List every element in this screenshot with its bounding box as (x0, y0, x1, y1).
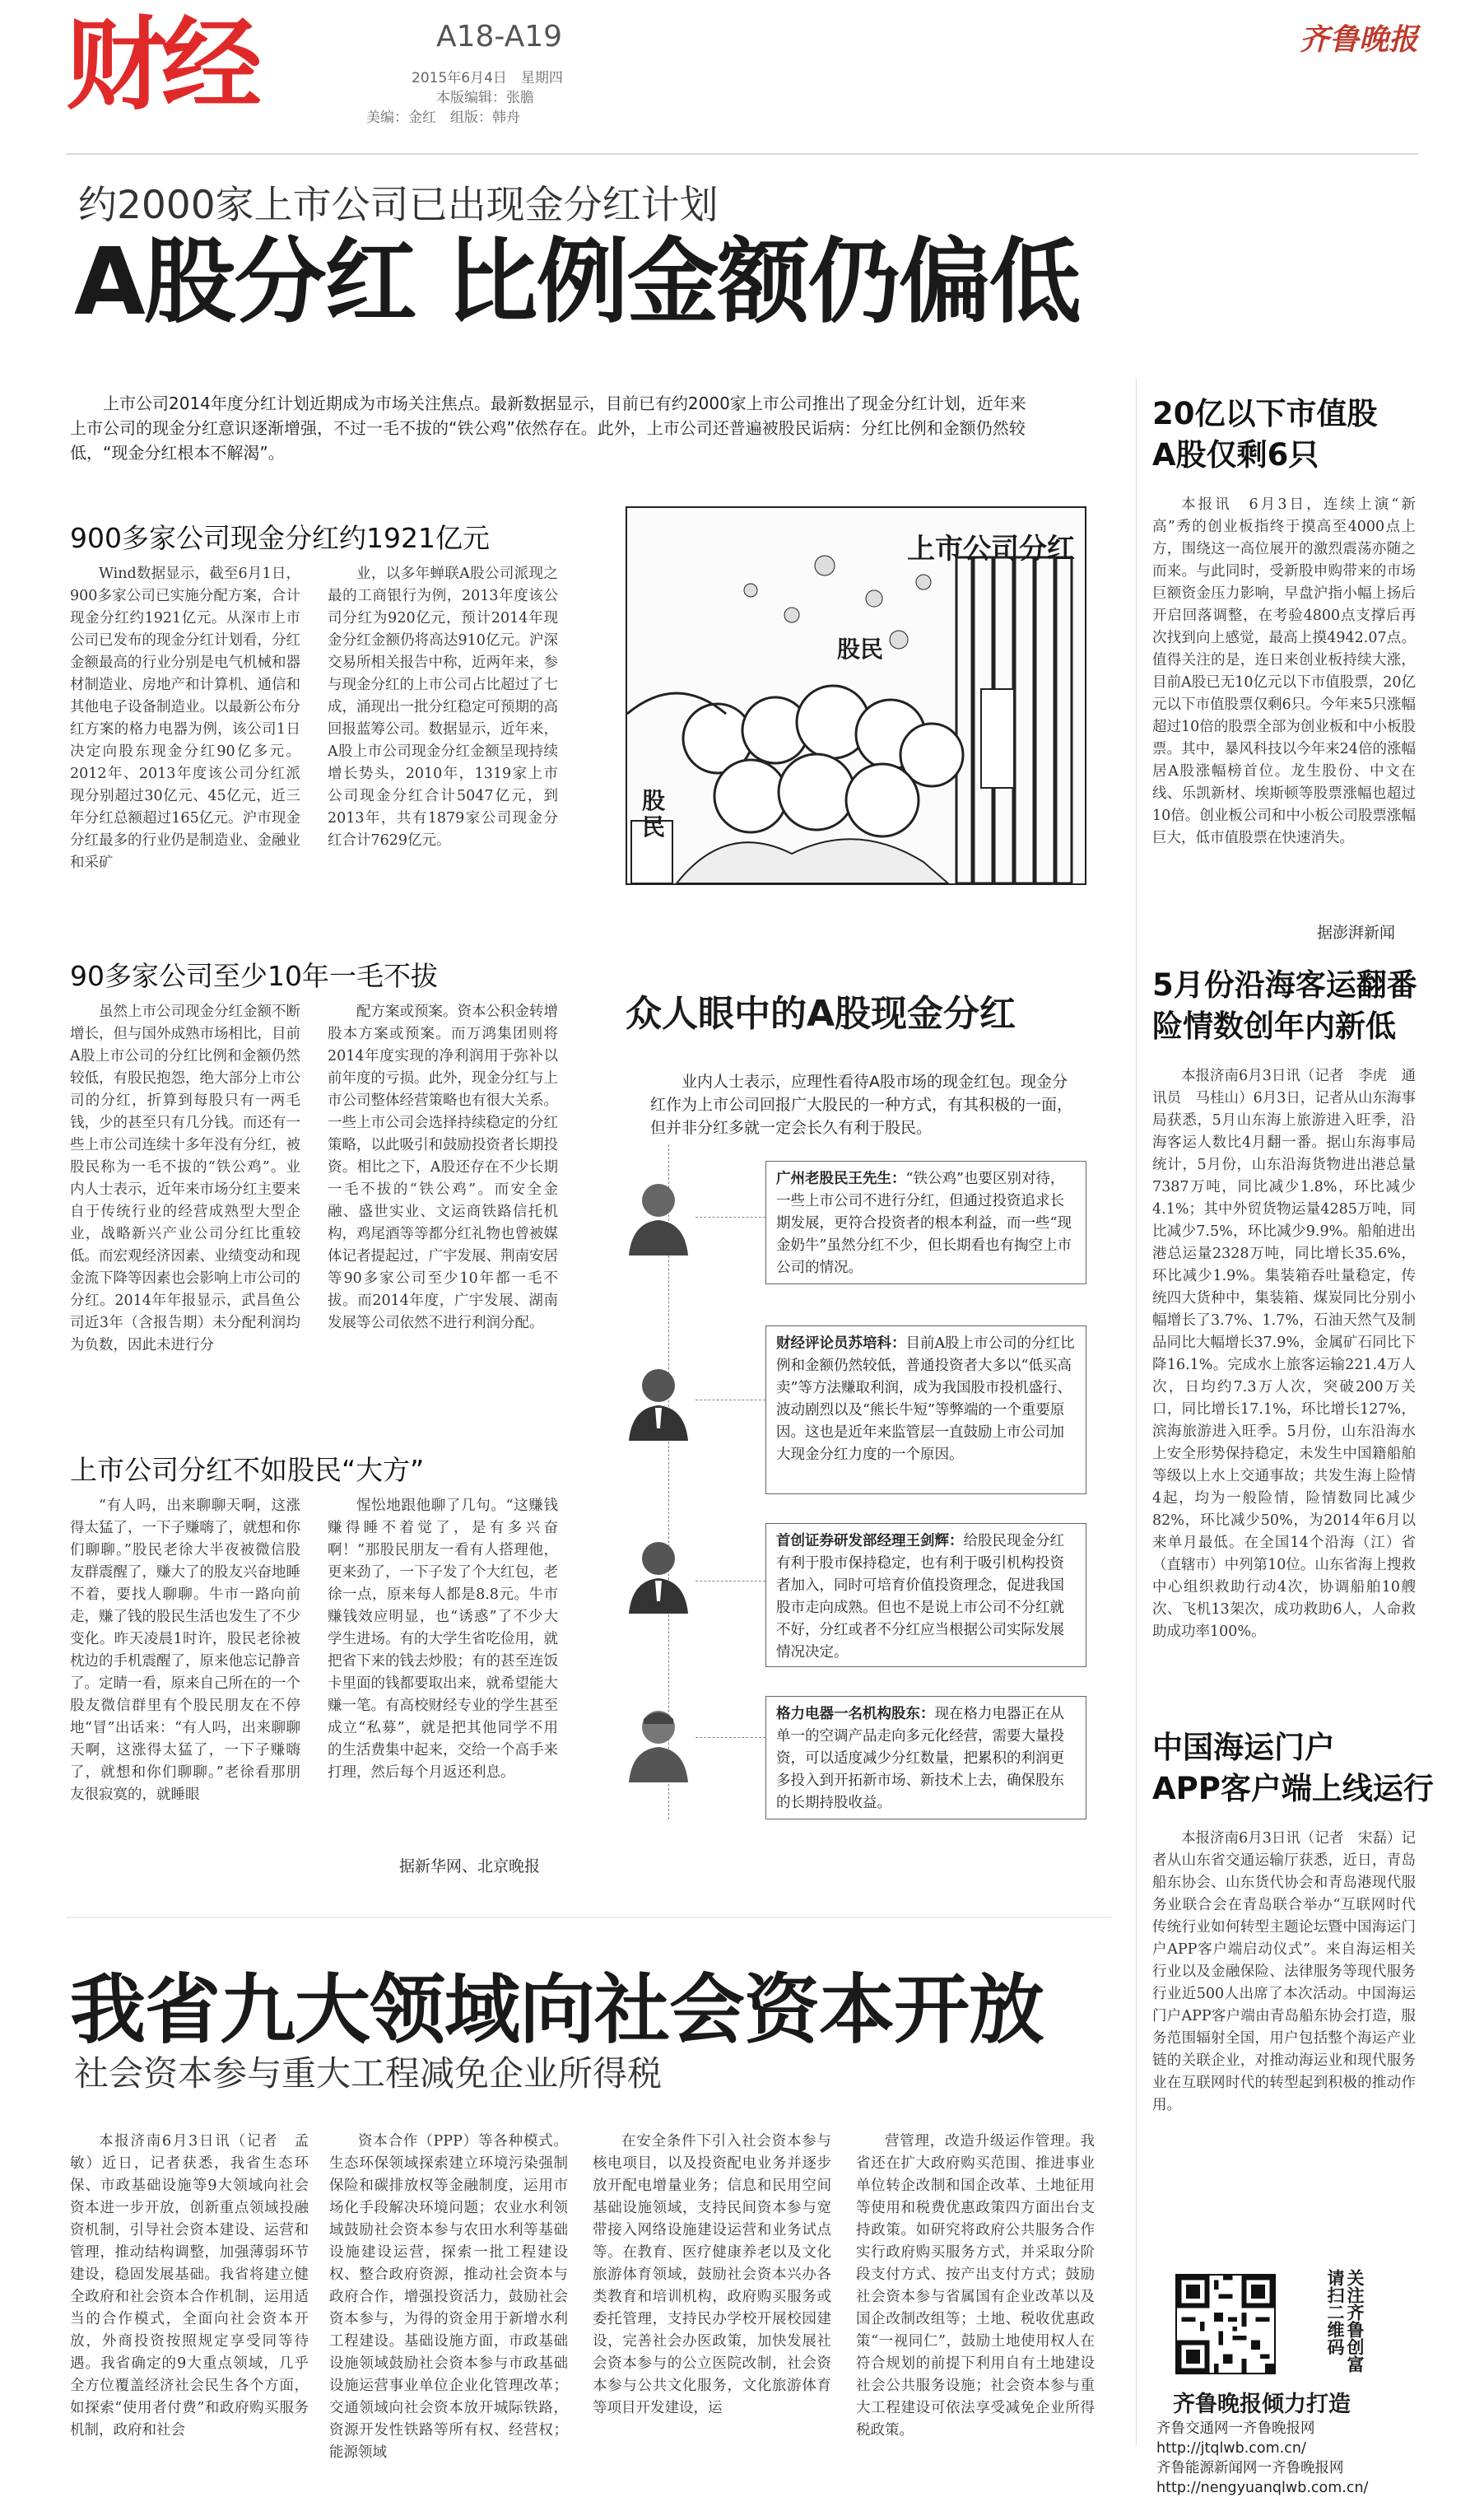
promo-url-1: http://jtqlwb.com.cn/ (1156, 2440, 1306, 2457)
cartoon-label-left: 股民 (642, 787, 666, 841)
section-1-col-2: 业，以多年蝉联A股公司派现之最的工商银行为例，2013年度该公司分红为920亿元，预计2014年现金分红金额仍将高达910亿元。沪深交易所相关报告中称，近两年来，参与现金分红的上市公司占比超过了七成，涌现出一批分红稳定可预期的高回报蓝筹公司。数据显示，近年来，A股上市公司现金分红金额呈现持续增长势头，2010年，1319家上市公司现金分红合计5047亿元，到2013年，共有1879家公司现金分红合计7629亿元。 (328, 566, 558, 849)
right-column-divider (1136, 379, 1137, 2445)
brief-2-title-line1: 5月份沿海客运翻番 (1152, 967, 1417, 1003)
person-avatar-icon (626, 1704, 691, 1782)
section-title: 财经 (66, 7, 257, 123)
quote-2-speaker: 财经评论员苏培科： (776, 1335, 906, 1352)
quote-3 (765, 1523, 1086, 1667)
quote-4-text: 现在格力电器正在从单一的空调产品走向多元化经营，需要大量投资，可以适度减少分红数量，把累积的利润更多投入到开拓新市场、新技术上去，确保股东的长期持股收益。 (776, 1706, 1064, 1811)
quote-connector (695, 1581, 765, 1582)
section-2-col-2: 配方案或预案。资本公积金转增股本方案或预案。而万鸿集团则将2014年度实现的净利润用于弥补以前年度的亏损。此外，现金分红与上市公司整体经营策略也有很大关系。一些上市公司会选择持续稳定的分红策略，以此吸引和鼓励投资者长期投资。相比之下，A股还存在不少长期一毛不拔的“铁公鸡”。而安全金融、盛世实业、文运商铁路信托机构，鸡尾酒等等都分红礼物也曾被媒体记者提起过，广宇发展、荆南安居等90多家公司至少10年都一毛不拔。而2014年度，广宇发展、湖南发展等公司依然不进行利润分配。 (328, 1004, 558, 1331)
header-divider (66, 153, 1418, 155)
qr-caption: 关注齐鲁创富 请扫二维码 (1325, 2269, 1365, 2373)
opinions-intro: 业内人士表示，应理性看待A股市场的现金红包。现金分红作为上市公司回报广大股民的一种方式，有其积极的一面，但并非分红多就一定会长久有利于股民。 (650, 1073, 1073, 1137)
brief-1-title-line1: 20亿以下市值股 (1152, 396, 1378, 431)
promo-site-1: 齐鲁交通网一齐鲁晚报网 (1156, 2420, 1315, 2437)
quote-3-text: 给股民现金分红有利于股市保持稳定，也有利于吸引机构投资者加入，同时可培育价值投资理念，促进我国股市走向成熟。但也不是说上市公司不分红就不好，分红或者不分红应当根据公司实际发展情况决定。 (776, 1533, 1064, 1661)
section-3-col-2: 惺忪地跟他聊了几句。“这赚钱赚得睡不着觉了，是有多兴奋啊！”那股民朋友一看有人搭理他，更来劲了，一下子发了个大红包，老徐一点，原来每人都是8.8元。牛市赚钱效应明显，也“诱惑”了不少大学生进场。有的大学生省吃俭用，就把省下来的钱去炒股；有的甚至连饭卡里面的钱都要取出来，就希望能大赚一笔。有高校财经专业的学生甚至成立“私募”，就是把其他同学不用的生活费集中起来，交给一个高手来打理，然后每个月返还利息。 (328, 1498, 558, 1781)
newspaper-logo: 齐鲁晚报 (1299, 22, 1418, 57)
quote-2-text: 目前A股上市公司的分红比例和金额仍然较低，普通投资者大多以“低买高卖”等方法赚取利润，成为我国股市投机盛行、波动剧烈以及“熊长牛短”等弊端的一个重要原因。这也是近年来监管层一直鼓励上市公司加大现金分红力度的一个原因。 (776, 1335, 1075, 1463)
section-2-title: 90多家公司至少10年一毛不拔 (70, 960, 438, 992)
person-avatar-icon (626, 1535, 691, 1614)
bottom-story-divider (66, 1917, 1111, 1918)
qr-code-graphic (1177, 2276, 1274, 2373)
promo-title: 齐鲁晚报倾力打造 (1173, 2392, 1351, 2417)
brief-3-body: 本报济南6月3日讯（记者 宋磊）记者从山东省交通运输厅获悉，近日，青岛船东协会、山东货代协会和青岛港现代服务业联合会在青岛联合举办“互联网时代传统行业如何转型主题论坛暨中国海运门户APP客户端启动仪式”。来自海运相关行业以及金融保险、法律服务等现代服务行业近500人出席了本次活动。中国海运门户APP客户端由青岛船东协会打造，服务范围辐射全国，用户包括整个海运产业链的关联企业，对推动海运业和现代服务业在互联网时代的转型起到积极的推动作用。 (1152, 1830, 1416, 2113)
cartoon-label-center: 股民 (837, 636, 884, 663)
publish-date: 2015年6月4日 星期四 (412, 70, 563, 86)
bottom-subheadline: 社会资本参与重大工程减免企业所得税 (74, 2053, 663, 2094)
brief-1-title (1152, 394, 1378, 476)
design-credit: 美编：金红 组版：韩舟 (366, 109, 520, 126)
main-headline: A股分红 比例金额仍偏低 (74, 229, 1080, 336)
brief-1-source: 据澎湃新闻 (1317, 924, 1396, 942)
quote-4-speaker: 格力电器一名机构股东： (776, 1706, 935, 1722)
quote-2 (765, 1325, 1086, 1494)
bottom-col-3: 在安全条件下引入社会资本参与核电项目，以及投资配电业务并逐步放开配电增量业务；信息和民用空间基础设施领域，支持民间资本参与宽带接入网络设施建设运营和业务试点等。在教育、医疗健康养老以及文化旅游体育领域，鼓励社会资本兴办各类教育和培训机构，政府购买服务或委托管理，支持民办学校开展校园建设，完善社会办医政策，加快发展社会资本参与的公立医院改制，社会资本参与公共文化服务，文化旅游体育等项目开发建设，运 (593, 2133, 831, 2416)
page-range: A18-A19 (436, 20, 563, 54)
bottom-col-4: 营管理，改造升级运作管理。我省还在扩大政府购买范围、推进事业单位转企改制和国企改革、土地征用等使用和税费优惠政策四方面出台支持政策。如研究将政府公共服务合作实行政府购买服务方式，并采取分阶段支付方式、按产出支付方式；鼓励社会资本参与省属国有企业改革以及国企改制改组等；土地、税收优惠政策“一视同仁”，鼓励土地使用权人在符合规划的前提下利用自有土地建设社会公共服务设施；社会资本参与重大工程建设可依法享受减免企业所得税政策。 (856, 2133, 1095, 2439)
section-1-title: 900多家公司现金分红约1921亿元 (70, 522, 490, 554)
opinions-title: 众人眼中的A股现金分红 (626, 993, 1016, 1035)
brief-3-title-line2: APP客户端上线运行 (1152, 1771, 1434, 1806)
main-story-source: 据新华网、北京晚报 (399, 1857, 541, 1875)
person-avatar-icon (626, 1177, 691, 1256)
quote-4 (765, 1696, 1086, 1819)
brief-3-title (1152, 1727, 1434, 1810)
bottom-col-1: 本报济南6月3日讯（记者 孟敏）近日，记者获悉，我省生态环保、市政基础设施等9大领域向社会资本进一步开放，创新重点领域投融资机制，引导社会资本建设、运营和管理，推动结构调整，加强薄弱环节建设，稳固发展基础。我省将建立健全政府和社会资本合作机制，运用适当的合作模式，全面向社会资本开放，外商投资按照规定享受同等待遇。我省确定的9大重点领域，几乎全方位覆盖经济社会民生各个方面，如探索“使用者付费”和政府购买服务机制，政府和社会 (70, 2133, 309, 2439)
quote-connector (695, 1217, 765, 1218)
main-kicker: 约2000家上市公司已出现金分红计划 (78, 183, 719, 228)
cartoon-illustration (626, 506, 1086, 885)
quote-1-text: “铁公鸡”也要区别对待，一些上市公司不进行分红，但通过投资追求长期发展，更符合投资者的根本利益，而一些“现金奶牛”虽然分红不少，但长期看也有掏空上市公司的情况。 (776, 1171, 1072, 1276)
quote-1 (765, 1161, 1086, 1284)
brief-1-body: 本报讯 6月3日，连续上演“新高”秀的创业板指终于摸高至4000点上方，围绕这一高位展开的激烈震荡亦随之而来。与此同时，受新股申购带来的市场巨额资金压力影响，早盘沪指小幅上扬后开启回落调整，在考验4800点支撑后再次找到向上感觉，最高上摸4942.07点。值得关注的是，连日来创业板持续大涨，目前A股已无10亿元以下市值股票，20亿元以下市值股票仅剩6只。今年来5只涨幅超过10倍的股票全部为创业板和中小板股票。其中，暴风科技以今年来24倍的涨幅居A股涨幅榜首位。龙生股份、中文在线、乐凯新材、埃斯顿等股票涨幅也超过10倍。创业板公司和中小板公司股票涨幅巨大，低市值股票在快速消失。 (1152, 496, 1416, 846)
person-avatar-icon (626, 1363, 691, 1441)
brief-1-title-line2: A股仅剩6只 (1152, 437, 1319, 473)
section-1-col-1: Wind数据显示，截至6月1日，900多家公司已实施分配方案，合计现金分红约1921亿元。从深市上市公司已发布的现金分红计划看，分红金额最高的行业分别是电气机械和器材制造业、房地产和计算机、通信和其他电子设备制造业。以最新公布分红方案的格力电器为例，该公司1日决定向股东现金分红90亿多元。2012年、2013年度该公司分红派现分别超过30亿元、45亿元，近三年分红总额超过165亿元。沪市现金分红最多的行业仍是制造业、金融业和采矿 (70, 566, 300, 871)
quote-connector (695, 1737, 765, 1738)
brief-2-title (1152, 965, 1417, 1047)
quote-1-speaker: 广州老股民王先生： (776, 1171, 906, 1187)
quote-3-speaker: 首创证券研发部经理王剑辉： (776, 1533, 964, 1549)
editor-credit: 本版编辑：张膽 (436, 90, 534, 106)
brief-2-body: 本报济南6月3日讯（记者 李虎 通讯员 马桂山）6月3日，记者从山东海事局获悉，5月山东海上旅游进入旺季，沿海客运人数比4月翻一番。据山东海事局统计，5月份，山东沿海货物进出港总量7387万吨，同比减少1.8%，环比减少4.1%；其中外贸货物运量4285万吨，同比减少7.5%，环比减少9.9%。船舶进出港总运量2328万吨，同比增长35.6%，环比减少1.9%。集装箱吞吐量稳定，传统四大货种中，集装箱、煤炭同比分别小幅增长了3.7%、1.7%，石油天然气及制品同比大幅增长37.9%，金属矿石同比下降16.1%。完成水上旅客运输221.4万人次，日均约7.3万人次，突破200万关口，同比增长17.1%，环比增长127%，滨海旅游进入旺季。5月份，山东沿海水上安全形势保持稳定，未发生中国籍船舶等级以上水上交通事故；共发生海上险情4起，均为一般险情，险情数同比减少82%，环比减少50%，为2014年6月以来单月最低。在全国14个沿海（江）省（直辖市）中列第10位。山东省海上搜救中心组织救助行动4次，协调船舶10艘次、飞机13架次，成功救助6人，人命救助成功率100%。 (1152, 1068, 1416, 1640)
cartoon-title: 上市公司分红 (907, 533, 1075, 566)
brief-2-title-line2: 险情数创年内新低 (1152, 1009, 1396, 1044)
main-lead: 上市公司2014年度分红计划近期成为市场关注焦点。最新数据显示，目前已有约2000家上市公司推出了现金分红计划，近年来上市公司的现金分红意识逐渐增强，不过一毛不拔的“铁公鸡”依然存在。此外，上市公司还普遍被股民诟病：分红比例和金额仍然较低，“现金分红根本不解渴”。 (70, 394, 1026, 463)
promo-url-2: http://nengyuanqlwb.com.cn/ (1156, 2480, 1369, 2496)
qr-code (1175, 2274, 1276, 2374)
section-2-col-1: 虽然上市公司现金分红金额不断增长，但与国外成熟市场相比，目前A股上市公司的分红比例和金额仍然较低，有股民抱怨，绝大部分上市公司的分红，折算到每股只有一两毛钱，少的甚至只有几分钱。而还有一些上市公司连续十多年没有分红，被股民称为一毛不拔的“铁公鸡”。业内人士表示，近年来市场分红主要来自于传统行业的经营成熟型大型企业，战略新兴产业公司分红比重较低。而宏观经济因素、业绩变动和现金流下降等因素也会影响上市公司的分红。2014年年报显示，武昌鱼公司近3年（含报告期）未分配利润均为负数，因此未进行分 (70, 1004, 300, 1353)
bottom-headline: 我省九大领域向社会资本开放 (70, 1966, 1044, 2054)
promo-site-2: 齐鲁能源新闻网一齐鲁晚报网 (1156, 2460, 1344, 2476)
brief-3-title-line1: 中国海运门户 (1152, 1730, 1335, 1765)
section-3-col-1: “有人吗，出来聊聊天啊，这涨得太猛了，一下子赚嗨了，就想和你们聊聊。”股民老徐大半夜被微信股友群震醒了，赚大了的股友兴奋地睡不着，要找人聊聊。牛市一路向前走，赚了钱的股民生活也发生了不少变化。昨天凌晨1时许，股民老徐被枕边的手机震醒了，原来他忘记静音了。定睛一看，原来自己所在的一个股友微信群里有个股民朋友在不停地“冒”出话来：“有人吗，出来聊聊天啊，这涨得太猛了，一下子赚嗨了，就想和你们聊聊。”老徐看那朋友很寂寞的，就睡眼 (70, 1498, 300, 1803)
section-3-title: 上市公司分红不如股民“大方” (70, 1454, 425, 1486)
bottom-col-2: 资本合作（PPP）等各种模式。生态环保领域探索建立环境污染强制保险和碳排放权等金融制度，运用市场化手段解决环境问题；农业水利领域鼓励社会资本参与农田水利等基础设施建设运营，探索一批工程建设权、整合政府资源，推动社会资本与政府合作，增强投资活力，鼓励社会资本参与，为得的资金用于新增水利工程建设。基础设施方面，市政基础设施领域鼓励社会资本参与市政基础设施运营事业单位企业化管理改革；交通领域向社会资本放开城际铁路，资源开发性铁路等所有权、经营权；能源领域 (329, 2133, 568, 2461)
